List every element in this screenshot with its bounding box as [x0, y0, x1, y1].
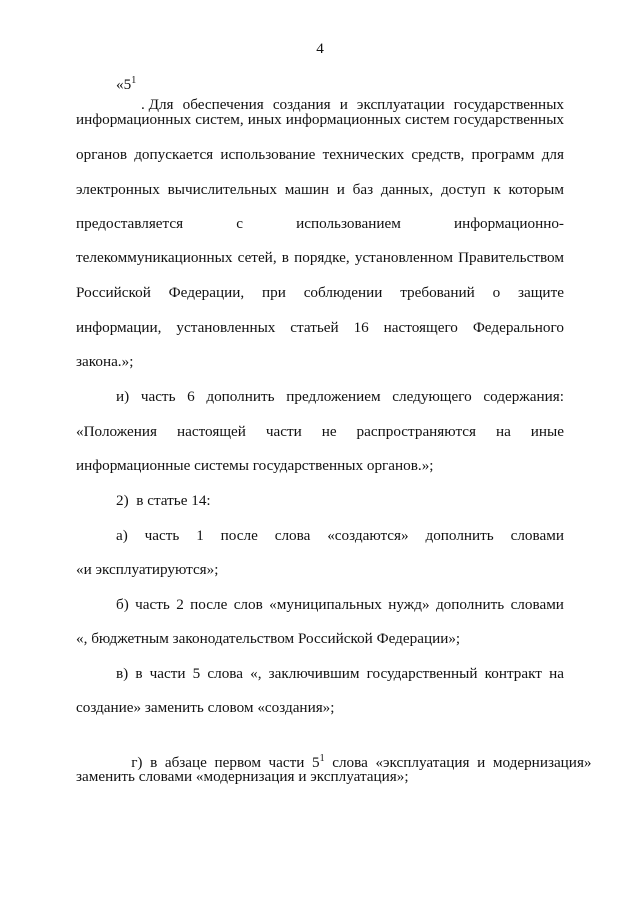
word: дополнить — [425, 527, 494, 544]
paragraph-line — [116, 664, 564, 684]
word: «, — [250, 665, 262, 682]
word: 1 — [196, 527, 204, 544]
word: «создаются» — [327, 527, 409, 544]
word: о — [492, 284, 501, 301]
word: на — [549, 665, 564, 682]
superscript: 1 — [131, 75, 137, 86]
word: информации, — [76, 319, 162, 336]
paragraph-line: 2) в статье 14: — [116, 492, 211, 509]
paragraph-line — [116, 733, 592, 771]
word: информационно- — [453, 215, 564, 232]
word: программ — [471, 146, 535, 163]
word: 5 — [192, 665, 201, 682]
word: содержания: — [483, 388, 564, 405]
word: 16 — [353, 319, 369, 336]
word: баз — [352, 181, 374, 198]
paragraph-line — [76, 318, 564, 338]
word: часть — [144, 527, 180, 544]
word: обеспечения — [182, 96, 264, 113]
word: данных, — [380, 181, 434, 198]
word: слов — [233, 596, 263, 613]
paragraph-line: закона.»; — [76, 353, 134, 370]
word: порядке, — [294, 249, 350, 266]
word: государственных — [453, 96, 564, 113]
paragraph-line — [76, 145, 564, 165]
word: настоящего — [383, 319, 458, 336]
word: следующего — [392, 388, 472, 405]
paragraph-line: информационные системы государственных органов.»; — [76, 457, 434, 474]
word: доступ — [440, 181, 486, 198]
word: слова — [207, 665, 244, 682]
word: в — [281, 249, 289, 266]
word: допускается — [134, 146, 214, 163]
word: «5 — [116, 76, 132, 93]
word: после — [190, 596, 228, 613]
word: статьей — [290, 319, 339, 336]
word: электронных — [76, 181, 160, 198]
word: распространяются — [356, 423, 476, 440]
word: защите — [518, 284, 564, 301]
paragraph-line — [76, 110, 564, 130]
word: установленных — [176, 319, 276, 336]
paragraph-line — [76, 214, 564, 234]
word: Федерального — [472, 319, 564, 336]
paragraph-line: «и эксплуатируются»; — [76, 561, 219, 578]
word: технических — [322, 146, 405, 163]
word: нужд» — [388, 596, 430, 613]
word: и — [339, 96, 348, 113]
paragraph-line — [76, 248, 564, 268]
page-number: 4 — [316, 40, 324, 57]
word: словами — [510, 527, 564, 544]
word: части — [149, 665, 186, 682]
word: вычислительных — [167, 181, 277, 198]
word: органов — [76, 146, 128, 163]
word: «муниципальных — [269, 596, 382, 613]
word: а) — [116, 527, 128, 544]
word: б) — [116, 596, 129, 613]
word: требований — [400, 284, 475, 301]
word: часть — [140, 388, 176, 405]
word: информационных — [285, 111, 401, 128]
paragraph-line — [116, 75, 564, 113]
word: предложением — [286, 388, 381, 405]
word: использованием — [296, 215, 401, 232]
word: иные — [530, 423, 564, 440]
line-segment: г) в абзаце первом части 5 — [131, 754, 320, 771]
line-segment: слова «эксплуатация и модернизация» — [324, 754, 592, 771]
word: и — [336, 181, 345, 198]
word: использование — [220, 146, 316, 163]
word: предоставляется — [76, 215, 184, 232]
word: сетей, — [237, 249, 277, 266]
word: в — [135, 665, 143, 682]
word: «Положения — [76, 423, 158, 440]
word: государственный — [366, 665, 478, 682]
word: средств, — [411, 146, 465, 163]
word: в) — [116, 665, 129, 682]
word: машин — [284, 181, 329, 198]
word: на — [495, 423, 511, 440]
paragraph-line — [116, 387, 564, 407]
word: Правительством — [458, 249, 564, 266]
word: части — [265, 423, 302, 440]
word: дополнить — [435, 596, 505, 613]
paragraph-line — [116, 595, 564, 615]
word: установленном — [354, 249, 453, 266]
word: заключившим — [268, 665, 360, 682]
word: 6 — [187, 388, 195, 405]
word: часть — [135, 596, 170, 613]
paragraph-line: «, бюджетным законодательством Российской Федерации»; — [76, 630, 461, 647]
word: настоящей — [176, 423, 246, 440]
paragraph-line — [76, 180, 564, 200]
word: 2 — [176, 596, 184, 613]
word: . Для — [141, 96, 174, 113]
paragraph-line — [76, 422, 564, 442]
word: после — [220, 527, 258, 544]
word: словами — [510, 596, 564, 613]
word: к — [493, 181, 501, 198]
word: которым — [508, 181, 564, 198]
paragraph-line: создание» заменить словом «создания»; — [76, 699, 335, 716]
paragraph-line: заменить словами «модернизация и эксплуатация»; — [76, 768, 409, 785]
word: с — [236, 215, 243, 232]
word: Федерации, — [168, 284, 245, 301]
word: не — [321, 423, 337, 440]
word: эксплуатации — [356, 96, 445, 113]
word: контракт — [484, 665, 542, 682]
word: государственных — [453, 111, 564, 128]
word: для — [541, 146, 564, 163]
word: систем, — [195, 111, 244, 128]
superscript: 1 — [319, 753, 325, 764]
word: дополнить — [206, 388, 275, 405]
word: и) — [116, 388, 130, 405]
paragraph-line — [116, 526, 564, 546]
word: при — [262, 284, 286, 301]
word: Российской — [76, 284, 151, 301]
paragraph-line — [76, 283, 564, 303]
word: информационных — [76, 111, 192, 128]
word: телекоммуникационных — [76, 249, 233, 266]
word: создания — [272, 96, 331, 113]
word: систем — [405, 111, 450, 128]
word: иных — [247, 111, 282, 128]
word: слова — [274, 527, 311, 544]
word: соблюдении — [303, 284, 383, 301]
